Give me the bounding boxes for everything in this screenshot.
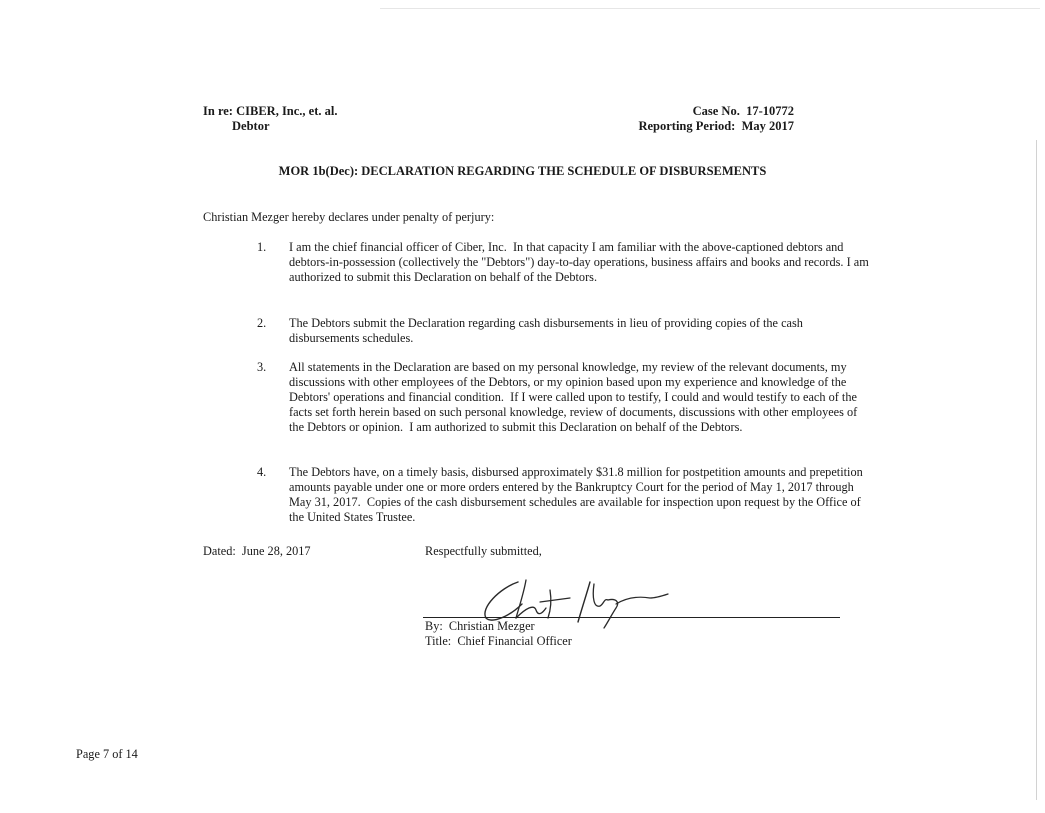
signature-stroke	[548, 590, 551, 618]
paragraph-1	[289, 240, 869, 285]
paragraph-line: debtors-in-possession (collectively the "Debtors") day-to-day operations, business affairs and books and records. I am	[289, 255, 869, 269]
reporting-period: Reporting Period: May 2017	[638, 119, 794, 133]
closing-line: Respectfully submitted,	[425, 544, 542, 558]
paragraph-line: All statements in the Declaration are based on my personal knowledge, my review of the relevant documents, my	[289, 360, 847, 374]
page-number: Page 7 of 14	[76, 747, 138, 761]
paragraph-number: 2.	[257, 316, 267, 330]
paragraph-line: authorized to submit this Declaration on behalf of the Debtors.	[289, 270, 598, 284]
case-title: In re: CIBER, Inc., et. al.	[203, 104, 338, 118]
scan-edge-top	[380, 8, 1040, 9]
dated-line: Dated: June 28, 2017	[203, 544, 311, 558]
paragraph-4	[289, 465, 863, 525]
paragraph-line: I am the chief financial officer of Ciber, Inc. In that capacity I am familiar with the above-captioned debtors and	[289, 240, 844, 254]
paragraph-line: The Debtors submit the Declaration regarding cash disbursements in lieu of providing copies of the cash	[289, 316, 803, 330]
case-number: Case No. 17-10772	[692, 104, 794, 118]
signature-line	[423, 617, 840, 618]
signer-title: Title: Chief Financial Officer	[425, 634, 572, 648]
signature-stroke	[616, 594, 668, 604]
signature-stroke	[540, 598, 570, 602]
paragraph-line: The Debtors have, on a timely basis, disbursed approximately $31.8 million for postpetition amounts and prepetition	[289, 465, 863, 479]
signature-stroke	[578, 582, 590, 622]
paragraph-line: the United States Trustee.	[289, 510, 416, 524]
debtor-label: Debtor	[232, 119, 270, 133]
paragraph-line: the Debtors or opinion. I am authorized to submit this Declaration on behalf of the Debtors.	[289, 420, 743, 434]
paragraph-line: disbursements schedules.	[289, 331, 414, 345]
signature-stroke	[593, 584, 608, 606]
paragraph-2	[289, 316, 837, 346]
scan-edge-right	[1036, 140, 1037, 800]
document-title: MOR 1b(Dec): DECLARATION REGARDING THE SCHEDULE OF DISBURSEMENTS	[278, 164, 767, 178]
paragraph-line: amounts payable under one or more orders entered by the Bankruptcy Court for the period of May 1, 2017 through	[289, 480, 854, 494]
paragraph-number: 3.	[257, 360, 267, 374]
paragraph-line: facts set forth herein based on such personal knowledge, review of documents, discussions with other employees of	[289, 405, 858, 419]
paragraph-line: discussions with other employees of the Debtors, or my opinion based upon my experience and knowledge of the	[289, 375, 847, 389]
paragraph-line: Debtors' operations and financial condition. If I were called upon to testify, I could and would testify to each of the	[289, 390, 857, 404]
signer-name: By: Christian Mezger	[425, 619, 535, 633]
intro-text: Christian Mezger hereby declares under penalty of perjury:	[203, 210, 495, 224]
paragraph-3	[289, 360, 858, 435]
paragraph-number: 1.	[257, 240, 267, 254]
paragraph-number: 4.	[257, 465, 267, 479]
paragraph-line: May 31, 2017. Copies of the cash disbursement schedules are available for inspection upon request by the Office of	[289, 495, 861, 509]
signature-stroke	[516, 580, 526, 618]
